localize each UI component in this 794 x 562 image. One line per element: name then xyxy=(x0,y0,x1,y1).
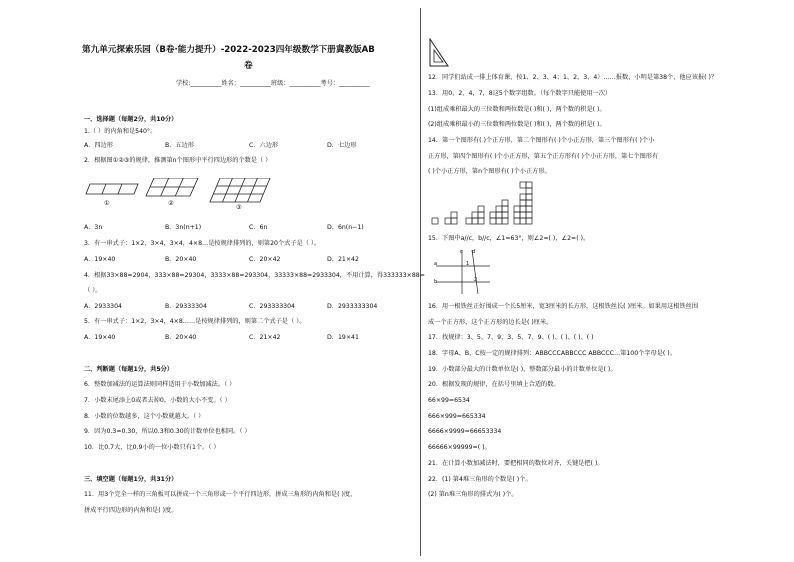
angle-label-1: 1 xyxy=(466,261,470,267)
question-5: 5．有一串式子：1×2，3×4，4×8……是按规律排列的，则第二个式子是（ ）。 xyxy=(84,318,306,325)
question-2: 2．根据图①②③的规律，推测第n个图形中平行四边形的个数是（ ） xyxy=(84,157,272,164)
pattern-line-4: 66666×99999=( )。 xyxy=(428,444,491,451)
q1-option-d: D．七边形 xyxy=(327,142,357,149)
column-divider xyxy=(420,8,421,556)
square-stack-figures xyxy=(430,178,540,228)
q4-option-d: D．2933333304 xyxy=(327,303,378,310)
line-label-c: c xyxy=(460,249,463,255)
question-16: 16．用一根铁丝正好围成一个长5厘米，宽3厘米的长方形，这根铁丝长( )厘米。如果用这根铁丝围 xyxy=(428,303,699,310)
question-10: 10．比0.7大，比0.9小的一位小数只有1个。（ ） xyxy=(84,444,220,451)
question-6: 6．整数加减法的运算法则同样适用于小数加减法。（ ） xyxy=(84,381,236,388)
question-11: 11．用3个完全一样的三角板可以拼成一个三角形或一个平行四边形，拼成三角形的内角和是( )度， xyxy=(84,491,357,498)
q2-option-d: D．6n(n−1) xyxy=(327,224,364,231)
q3-option-b: B．20×40 xyxy=(165,256,197,263)
line-label-b: b xyxy=(434,279,438,285)
line-label-d: d xyxy=(472,249,476,255)
question-17: 17．找规律：3、5、7、9、3、5、7、9、( )、( )、( )、( ) xyxy=(428,334,594,341)
set-square-icon xyxy=(428,38,450,68)
question-15: 15．下图中a//c，b//c，∠1=63°，则∠2=( )，∠2=( )。 xyxy=(428,235,590,242)
q4-option-b: B．29333304 xyxy=(165,303,207,310)
q5-option-a: A．19×40 xyxy=(84,334,116,341)
question-7: 7．小数末尾添上0或者去掉0，小数的大小不变。（ ） xyxy=(84,397,231,404)
question-11-cont: 拼成平行四边形的内角和是( )度。 xyxy=(84,507,178,514)
q2-option-c: C．6n xyxy=(249,224,268,231)
question-8: 8．小数的位数越多，这个小数就越大。（ ） xyxy=(84,413,205,420)
question-22-part-1: 22．(1) 第4堆三角形的个数是( )个。 xyxy=(428,476,532,483)
q5-option-d: D．19×41 xyxy=(327,334,359,341)
figure-label-2: ② xyxy=(168,200,174,207)
parallelogram-figures xyxy=(84,178,284,212)
question-14-cont: 正方形，第四个图形有( )个小正方形，第五个正方形有( )个小正方形，第七个图形有 xyxy=(428,153,659,160)
q4-option-a: A．2933304 xyxy=(84,303,122,310)
question-13-part-2: (2)组成乘积最小的三位数和两位数是( )和( )，两个数的积是( )。 xyxy=(428,121,606,128)
q1-option-b: B．五边形 xyxy=(165,142,194,149)
section-2-heading: 二、判断题（每题1分，共5分） xyxy=(84,366,174,373)
pattern-line-1: 66×99=6534 xyxy=(428,397,470,404)
q5-option-b: B．20×40 xyxy=(165,334,197,341)
question-22-part-2: (2) 第n堆三角形的排式为( )个。 xyxy=(428,491,518,498)
question-16-cont: 成一个正方形，这个正方形的边长是( )厘米。 xyxy=(428,319,553,326)
figure-label-3: ③ xyxy=(236,204,242,211)
question-3: 3．有一串式子：1×2，3×4，3×4，4×8…是按规律排列的，则第20个式子是（ ）。 xyxy=(84,240,321,247)
page-title: 第九单元探索乐园（B卷·能力提升）-2022-2023四年级数学下册冀教版AB xyxy=(82,45,375,55)
q3-option-d: D．21×42 xyxy=(327,256,359,263)
question-4-cont: （ ）。 xyxy=(84,287,102,294)
q1-option-a: A．四边形 xyxy=(84,142,113,149)
student-info-line: 学校:__________姓名：__________班级：__________考号：__________ xyxy=(176,80,370,87)
question-14-cont-2: ( )个小正方形，第n个图形有( )个小正方形。 xyxy=(428,168,551,175)
question-13: 13．用0，2，4，7，8这5个数字组数。（每个数字只能使用一次） xyxy=(428,90,612,97)
pattern-line-2: 666×999=665334 xyxy=(428,413,486,420)
question-1: 1.（ ）的内角和是540°。 xyxy=(84,128,157,135)
q4-option-c: C．293333304 xyxy=(249,303,295,310)
line-label-a: a xyxy=(434,261,438,267)
question-14: 14．第一个图形有( )个正方形，第二个图形有( )个小正方形，第三个图形有( )个小 xyxy=(428,137,655,144)
question-18: 18．字母A、B、C按一定的规律排列：ABBCCCABBCCC ABBCCC…第100个字母是( )。 xyxy=(428,350,676,357)
question-20: 20．根据发现的规律，在括号里填上合适的数。 xyxy=(428,381,560,388)
section-3-heading: 三、填空题（每题1分，共31分） xyxy=(84,476,178,483)
q2-option-a: A．3n xyxy=(84,224,103,231)
q3-option-a: A．19×40 xyxy=(84,256,116,263)
question-13-part-1: (1)组成乘积最大的三位数和两位数是( )和( )，两个数的积是( )。 xyxy=(428,106,606,113)
q3-option-c: C．20×42 xyxy=(249,256,281,263)
q5-option-c: C．21×42 xyxy=(249,334,281,341)
question-4: 4．根据33×88=2904，333×88=29304，3333×88=293304，33333×88=2933304，不用计算，得333333×88= xyxy=(84,272,425,279)
question-21: 21．在计算小数加减法时，要把相同的数位对齐，关键是把( )。 xyxy=(428,460,604,467)
section-1-heading: 一、选择题（每题2分，共10分） xyxy=(84,116,178,123)
question-19: 19．小数部分最大的计数单位是( )，整数部分最小的计数单位是( )。 xyxy=(428,366,617,373)
q1-option-c: C．六边形 xyxy=(249,142,279,149)
question-9: 9．因为0.3=0.30，所以0.3和0.30的计数单位也相同。（ ） xyxy=(84,428,251,435)
figure-label-1: ① xyxy=(104,200,110,207)
question-12: 12．同学们站成一排上体育课，按1、2、3、4；1、2、3、4）……报数，小明是第38个，他应该报( )？ xyxy=(428,74,718,81)
q2-option-b: B．3n(n+1) xyxy=(165,224,202,231)
pattern-line-3: 6666×9999=66653334 xyxy=(428,428,502,435)
page-title-cont: 卷 xyxy=(244,61,253,71)
angle-label-2: 2 xyxy=(474,277,478,283)
